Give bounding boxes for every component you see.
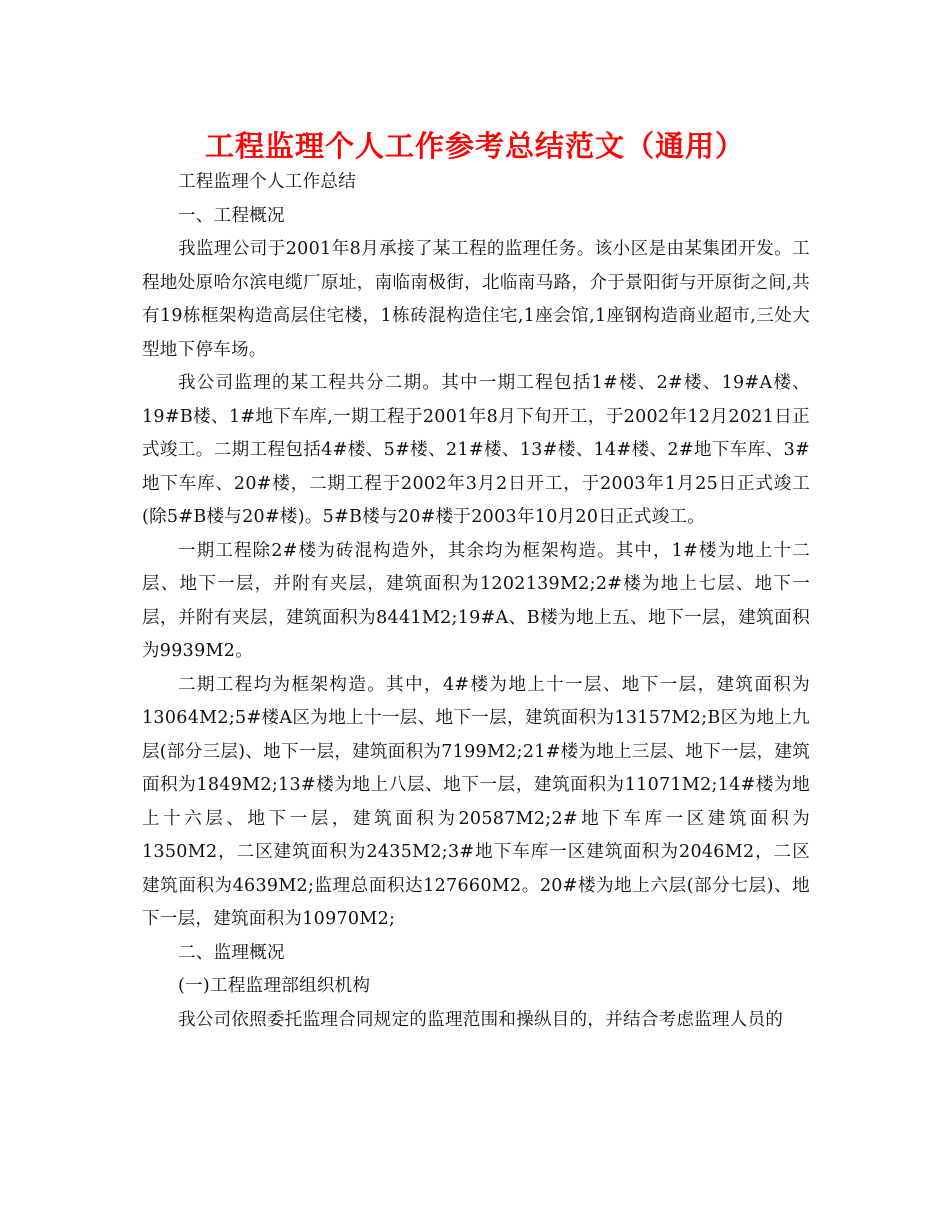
document-title: 工程监理个人工作参考总结范文（通用） bbox=[204, 129, 745, 163]
body-paragraph: 我公司监理的某工程共分二期。其中一期工程包括1#楼、2#楼、19#A楼、19#B楼、1#地下车库,一期工程于2001年8月下旬开工，于2002年12月2021日正式竣工。二期工程包括4#楼、5#楼、21#楼、13#楼、14#楼、2#地下车库、3#地下车库、20#楼，二期工程于2002年3月2日开工，于2003年1月25日正式竣工(除5#B楼与20#楼)。5#B楼与20#楼于2003年10月20日正式竣工。 bbox=[142, 373, 810, 527]
subsection-heading-organization: (一)工程监理部组织机构 bbox=[178, 976, 371, 996]
section-heading-supervision-overview: 二、监理概况 bbox=[178, 942, 285, 963]
body-paragraph: 二期工程均为框架构造。其中，4#楼为地上十一层、地下一层，建筑面积为13064M2;5#楼A区为地上十一层、地下一层，建筑面积为13157M2;B区为地上九层(部分三层)、地下一层，建筑面积为7199M2;21#楼为地上三层、地下一层，建筑面积为1849M2;13#楼为地上八层、地下一层，建筑面积为11071M2;14#楼为地上十六层、地下一层，建筑面积为20587M2;2#地下车库一区建筑面积为1350M2，二区建筑面积为2435M2;3#地下车库一区建筑面积为2046M2，二区建筑面积为4639M2;监理总面积达127660M2。20#楼为地上六层(部分七层)、地下一层，建筑面积为10970M2; bbox=[142, 674, 810, 929]
body-paragraph: 我监理公司于2001年8月承接了某工程的监理任务。该小区是由某集团开发。工程地处原哈尔滨电缆厂原址，南临南极街，北临南马路，介于景阳街与开原街之间,共有19栋框架构造高层住宅楼，1栋砖混构造住宅,1座会馆,1座钢构造商业超市,三处大型地下停车场。 bbox=[142, 239, 810, 360]
body-paragraph: 我公司依照委托监理合同规定的监理范围和操纵目的，并结合考虑监理人员的 bbox=[178, 1009, 784, 1030]
subtitle-paragraph: 工程监理个人工作总结 bbox=[178, 172, 356, 192]
body-paragraph: 一期工程除2#楼为砖混构造外，其余均为框架构造。其中，1#楼为地上十二层、地下一层，并附有夹层，建筑面积为1202139M2;2#楼为地上七层、地下一层，并附有夹层，建筑面积为8441M2;19#A、B楼为地上五、地下一层，建筑面积为9939M2。 bbox=[142, 540, 810, 661]
document-body bbox=[142, 166, 810, 1037]
section-heading-project-overview: 一、工程概况 bbox=[178, 205, 285, 226]
